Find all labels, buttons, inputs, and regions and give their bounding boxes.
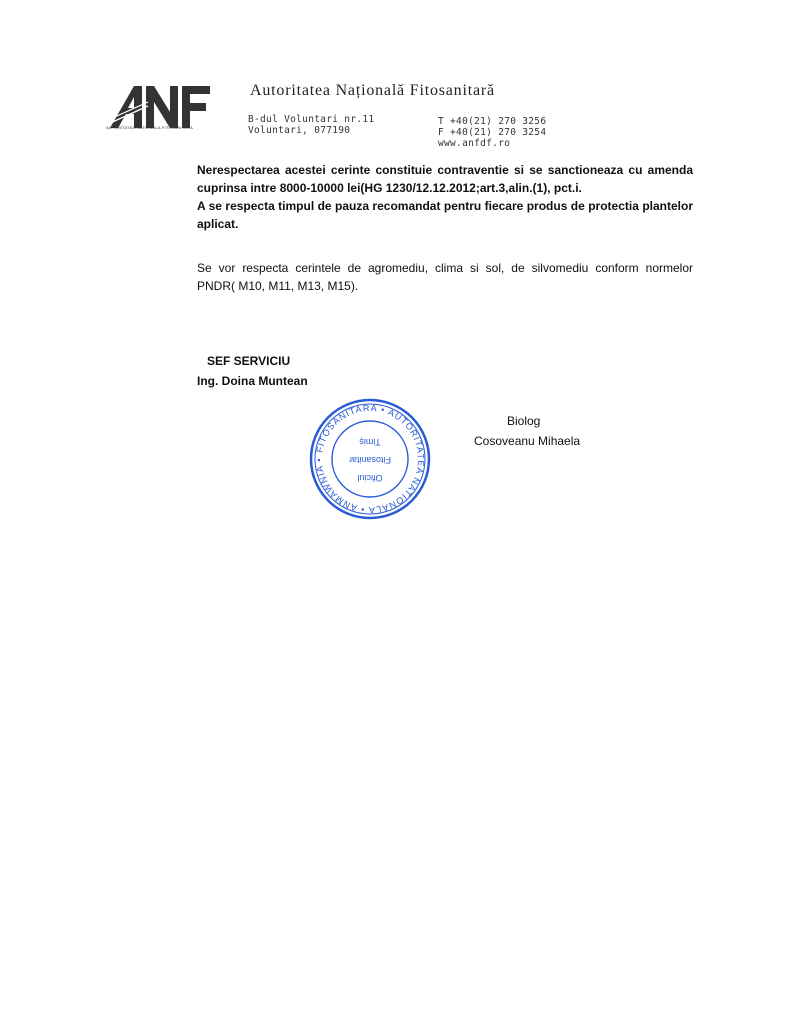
signature-right-title: Biolog (507, 414, 541, 428)
stamp-seal-icon (308, 397, 432, 521)
official-stamp (308, 397, 432, 521)
address-line-2: Voluntari, 077190 (248, 125, 351, 136)
organization-name: Autoritatea Națională Fitosanitară (250, 82, 495, 99)
paragraph-3-line-2: PNDR( M10, M11, M13, M15). (197, 279, 359, 293)
signature-left-name: Ing. Doina Muntean (197, 374, 308, 388)
paragraph-2-line-1: A se respecta timpul de pauza recomandat pentru fiecare produs de protectia plantelor (197, 199, 693, 213)
phone-number: T +40(21) 270 3256 (438, 116, 547, 127)
svg-text:FITOSANITARA • AUTORITATEA NAT: FITOSANITARA • AUTORITATEA NATIONALA • ANMAWNIA • (313, 402, 427, 516)
website-link[interactable]: www.anfdf.ro (438, 138, 511, 149)
paragraph-1-line-2: cuprinsa intre 8000-10000 lei(HG 1230/12.12.2012;art.3,alin.(1), pct.i. (197, 181, 582, 195)
stamp-line-1: Oficiul (357, 473, 383, 483)
signature-left-title: SEF SERVICIU (207, 354, 291, 368)
anf-logo-mark (108, 84, 220, 130)
anf-logo (108, 84, 220, 144)
paragraph-3-line-1: Se vor respecta cerintele de agromediu, clima si sol, de silvomediu conform normelor (197, 261, 693, 275)
address-line-1: B-dul Voluntari nr.11 (248, 114, 375, 125)
logo-subtext: AUTORITATEA NATIONALA FITOSANITARA (106, 125, 194, 130)
signature-right-name: Cosoveanu Mihaela (474, 434, 581, 448)
stamp-line-3: Timiș (359, 437, 381, 447)
stamp-line-2: Fitosanitar (348, 455, 392, 465)
paragraph-2-line-2: aplicat. (197, 217, 239, 231)
paragraph-1-line-1: Nerespectarea acestei cerinte constituie contraventie si se sanctioneaza cu amenda (197, 163, 693, 177)
fax-number: F +40(21) 270 3254 (438, 127, 547, 138)
